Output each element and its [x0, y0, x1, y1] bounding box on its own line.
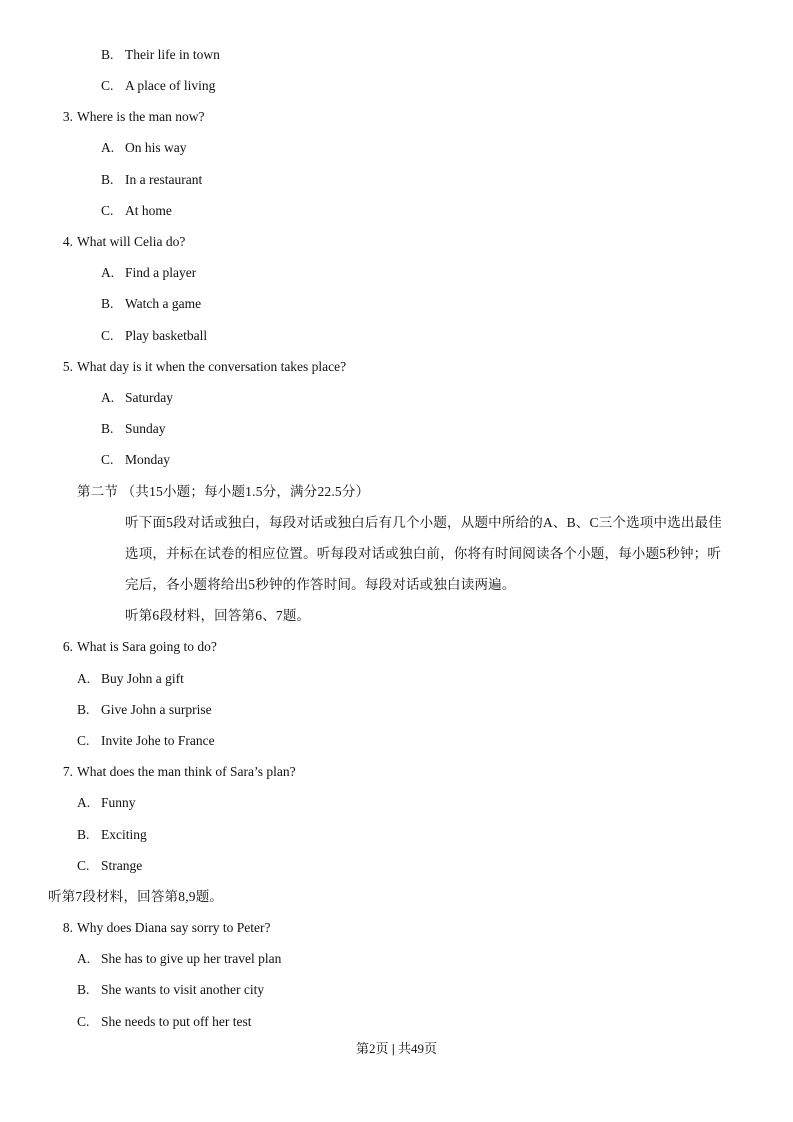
- q5-option-a: A. Saturday: [101, 390, 173, 405]
- section-2-heading: 第二节 （共15小题；每小题1.5分，满分22.5分）: [77, 484, 370, 499]
- section-2-instructions-line-2: 选项，并标在试卷的相应位置。听每段对话或独白前，你将有时间阅读各个小题，每小题5秒钟；听: [125, 546, 722, 561]
- material-7-note: 听第7段材料，回答第8,9题。: [48, 889, 224, 904]
- q8-option-c: C. She needs to put off her test: [77, 1014, 252, 1029]
- question-3: 3. Where is the man now?: [62, 109, 205, 124]
- option-c-q2: C. A place of living: [101, 78, 216, 93]
- q7-option-b: B. Exciting: [77, 827, 147, 842]
- page-footer: [0, 1038, 793, 1057]
- q4-option-b: B. Watch a game: [101, 296, 202, 311]
- q3-option-b: B. In a restaurant: [101, 172, 203, 187]
- material-6-note: 听第6段材料，回答第6、7题。: [125, 608, 311, 623]
- footer-separator: |: [391, 1041, 395, 1056]
- q6-option-c: C. Invite Johe to France: [77, 733, 215, 748]
- q5-option-b: B. Sunday: [101, 421, 166, 436]
- page-total: 共49页: [397, 1041, 437, 1056]
- q4-option-c: C. Play basketball: [101, 328, 208, 343]
- q7-option-c: C. Strange: [77, 858, 143, 873]
- page-number: 第2页: [356, 1041, 389, 1056]
- question-5: 5. What day is it when the conversation takes place?: [62, 359, 347, 374]
- q6-option-b: B. Give John a surprise: [77, 702, 212, 717]
- q4-option-a: A. Find a player: [101, 265, 197, 280]
- section-2-instructions-line-3: 完后，各小题将给出5秒钟的作答时间。每段对话或独白读两遍。: [125, 577, 516, 592]
- q3-option-c: C. At home: [101, 203, 172, 218]
- q7-option-a: A. Funny: [77, 795, 136, 810]
- question-6: 6. What is Sara going to do?: [62, 639, 217, 654]
- q5-option-c: C. Monday: [101, 452, 170, 467]
- q3-option-a: A. On his way: [101, 140, 187, 155]
- question-8: 8. Why does Diana say sorry to Peter?: [62, 920, 271, 935]
- q6-option-a: A. Buy John a gift: [77, 671, 184, 686]
- section-2-instructions-line-1: 听下面5段对话或独白，每段对话或独白后有几个小题，从题中所给的A、B、C三个选项中选出最佳: [125, 515, 723, 530]
- option-b-q2: B. Their life in town: [101, 47, 220, 62]
- q8-option-b: B. She wants to visit another city: [77, 982, 265, 997]
- question-7: 7. What does the man think of Sara’s plan?: [62, 764, 296, 779]
- q8-option-a: A. She has to give up her travel plan: [77, 951, 282, 966]
- question-4: 4. What will Celia do?: [62, 234, 186, 249]
